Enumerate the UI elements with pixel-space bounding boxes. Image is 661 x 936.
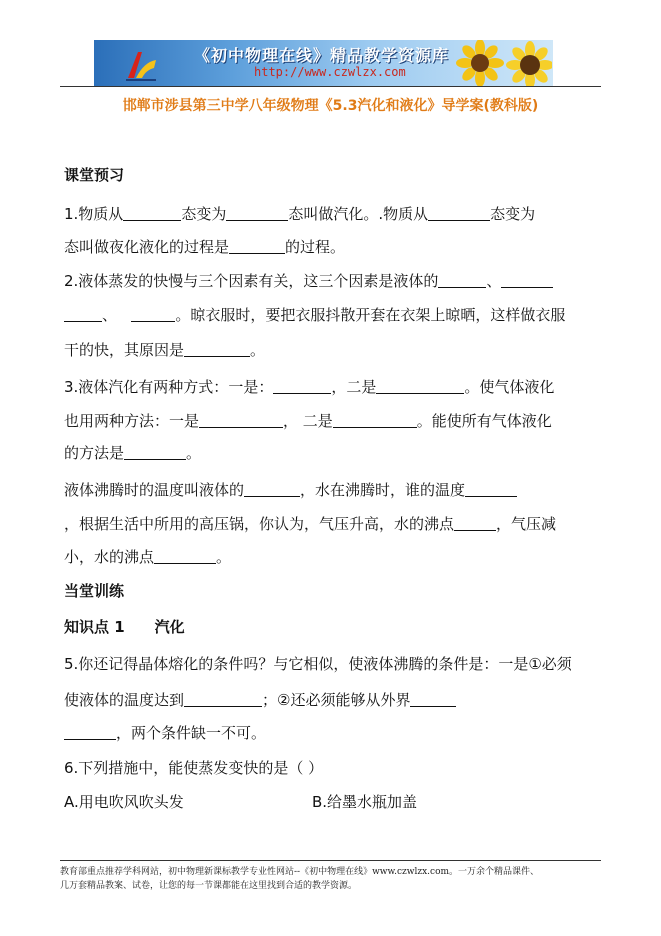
- answer-blank[interactable]: [438, 272, 486, 288]
- question-6-options: [64, 792, 418, 812]
- answer-blank[interactable]: [410, 691, 456, 707]
- answer-blank[interactable]: [184, 341, 250, 357]
- answer-blank[interactable]: [64, 306, 102, 322]
- answer-blank[interactable]: [184, 691, 262, 707]
- text-line: 的方法是 。: [64, 444, 202, 462]
- option-a[interactable]: A.用电吹风吹头发: [64, 793, 184, 811]
- knowledge-point-topic: 汽化: [154, 618, 185, 636]
- answer-blank[interactable]: [229, 238, 285, 254]
- answer-blank[interactable]: [333, 412, 417, 428]
- text-line: 、 。晾衣服时，要把衣服抖散开套在衣架上晾晒，这样做衣服: [64, 305, 565, 325]
- answer-blank[interactable]: [376, 378, 464, 394]
- question-5-line3: ，两个条件缺一不可。: [64, 723, 266, 743]
- text-line: 态叫做夜化液化的过程是 的过程。: [64, 238, 346, 256]
- banner-url[interactable]: http://www.czwlzx.com: [254, 65, 406, 79]
- text-line: 2.液体蒸发的快慢与三个因素有关，这三个因素是液体的 、: [64, 271, 553, 291]
- sunflower-icon: [504, 40, 552, 86]
- answer-blank[interactable]: [226, 205, 288, 221]
- question-5-line2: 使液体的温度达到 ；②还必须能够从外界: [64, 690, 456, 710]
- question-6: 6.下列措施中，能使蒸发变快的是（ ）: [64, 759, 324, 777]
- text-line: 干的快，其原因是 。: [64, 341, 266, 359]
- sunflower-icon: [456, 40, 504, 86]
- header-divider: [60, 86, 601, 87]
- answer-blank[interactable]: [428, 205, 490, 221]
- answer-blank[interactable]: [454, 515, 496, 531]
- answer-blank[interactable]: [64, 724, 116, 740]
- knowledge-point-heading: [64, 617, 185, 637]
- answer-blank[interactable]: [124, 444, 186, 460]
- footer-line-1: 教育部重点推荐学科网站，初中物理新课标教学专业性网站--《初中物理在线》www.czwlzx.com。一万余个精品课件、: [60, 867, 540, 877]
- answer-blank[interactable]: [244, 481, 300, 497]
- question-5-line1: 5.你还记得晶体熔化的条件吗？与它相似，使液体沸腾的条件是：一是①必须: [64, 655, 572, 673]
- text-line: 3.液体汽化有两种方式：一是： ，二是 。使气体液化: [64, 378, 555, 396]
- answer-blank[interactable]: [273, 378, 331, 394]
- answer-blank[interactable]: [199, 412, 283, 428]
- section-heading-training: 当堂训练: [64, 582, 125, 600]
- answer-blank[interactable]: [501, 272, 553, 288]
- text-line: ，根据生活中所用的高压锅，你认为，气压升高，水的沸点 ，气压减: [64, 515, 557, 533]
- section-heading-preview: 课堂预习: [64, 166, 125, 184]
- text-line: 液体沸腾时的温度叫液体的 ，水在沸腾时，谁的温度: [64, 480, 517, 500]
- document-title: 邯郸市涉县第三中学八年级物理《5.3汽化和液化》导学案(教科版): [122, 98, 539, 114]
- site-logo-icon: [124, 48, 158, 82]
- answer-blank[interactable]: [131, 306, 175, 322]
- answer-blank[interactable]: [465, 481, 517, 497]
- text-line: 1.物质从 态变为 态叫做汽化。.物质从 态变为: [64, 205, 536, 223]
- text-line: 也用两种方法：一是 ， 二是 。能使所有气体液化: [64, 412, 552, 430]
- header-banner: [94, 40, 553, 86]
- footer-divider: [60, 860, 601, 861]
- answer-blank[interactable]: [154, 548, 216, 564]
- text-line: 小，水的沸点 。: [64, 548, 232, 566]
- banner-title: 《初中物理在线》精品教学资源库: [194, 46, 450, 65]
- option-b[interactable]: B.给墨水瓶加盖: [312, 793, 418, 811]
- footer-line-2: 几万套精品教案、试卷，让您的每一节课都能在这里找到合适的教学资源。: [60, 881, 358, 891]
- knowledge-point-label: 知识点 1: [64, 618, 125, 636]
- answer-blank[interactable]: [123, 205, 181, 221]
